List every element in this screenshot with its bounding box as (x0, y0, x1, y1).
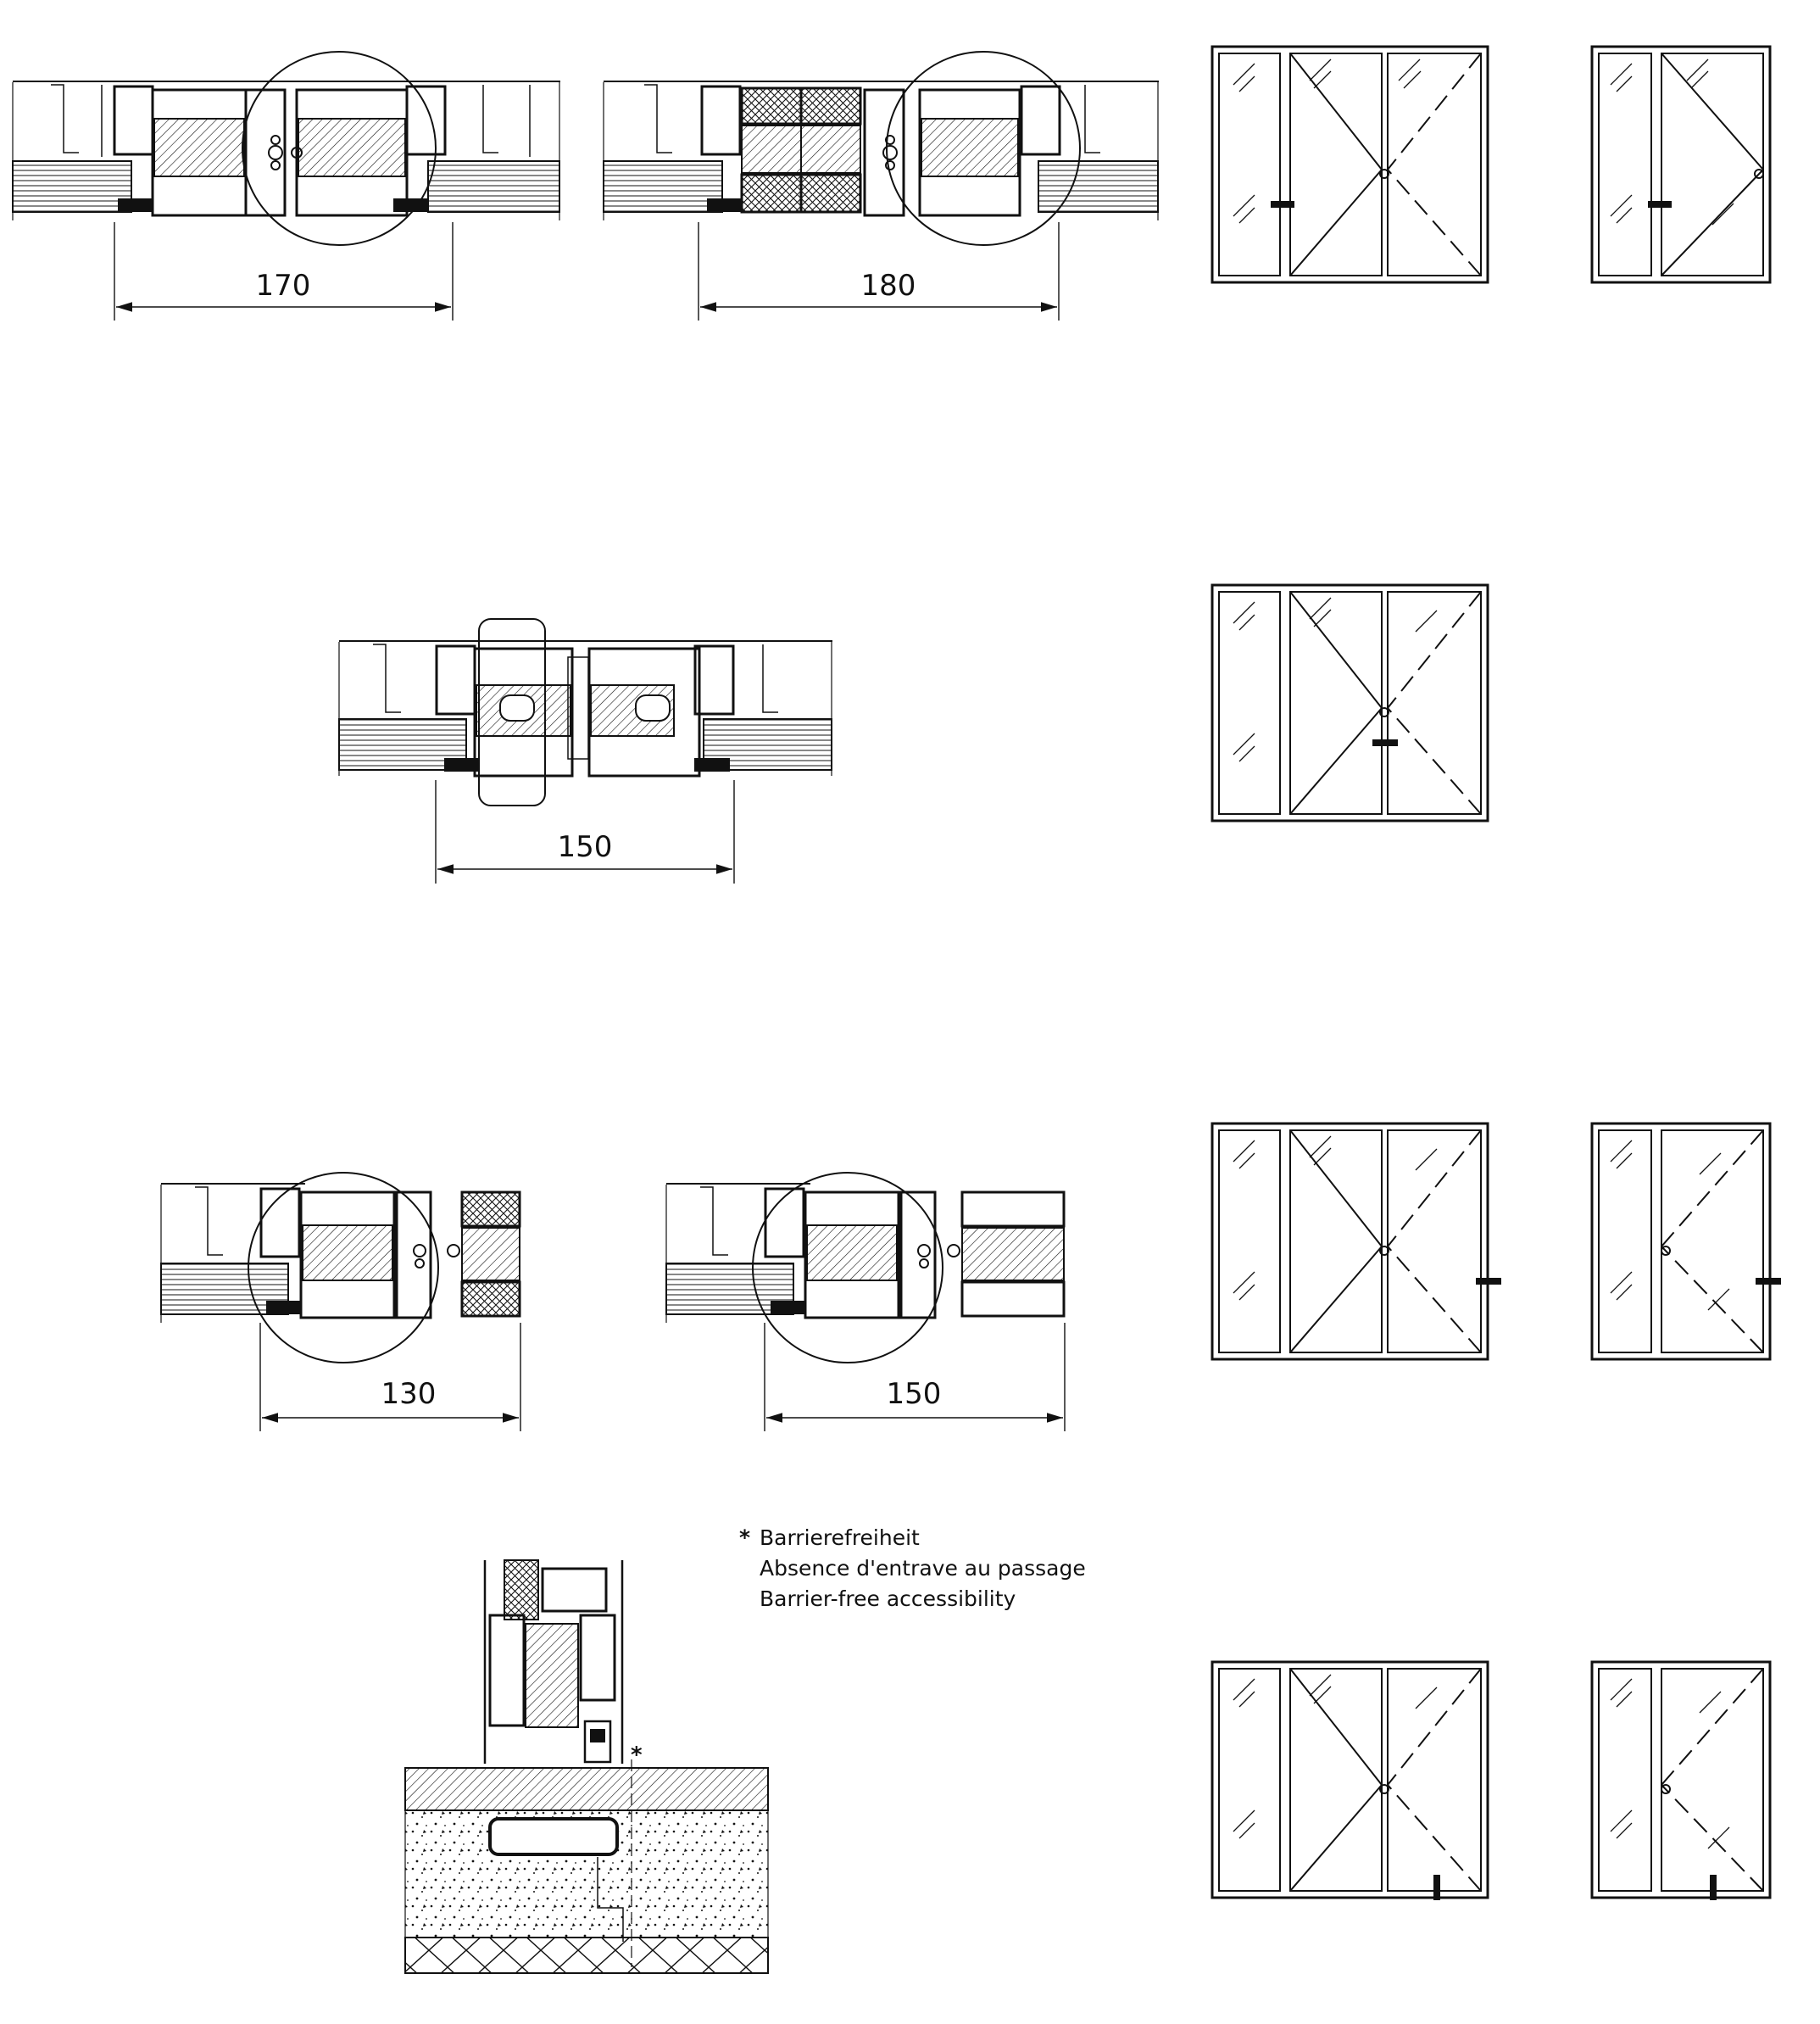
dimension-top-middle (699, 222, 1059, 321)
dimension-middle (436, 780, 734, 884)
dimension-label-130: 130 (381, 1377, 437, 1411)
elevation-two-panel-row1 (1592, 47, 1770, 282)
threshold-section-detail (405, 1560, 768, 1973)
section-detail-lower-left (161, 1173, 520, 1363)
dimension-label-180: 180 (860, 269, 916, 303)
elevation-three-panel-row1 (1212, 47, 1488, 282)
note-line-german: Barrierefreiheit (760, 1525, 920, 1550)
barrier-free-note (739, 1523, 1086, 1614)
dimension-label-150-middle: 150 (557, 830, 613, 864)
elevation-two-panel-row4 (1592, 1662, 1770, 1899)
section-detail-lower-right (666, 1173, 1064, 1363)
dimension-label-150-lower: 150 (886, 1377, 942, 1411)
elevation-two-panel-row3 (1592, 1124, 1780, 1359)
dimension-lower-right (765, 1323, 1065, 1431)
note-line-french: Absence d'entrave au passage (760, 1556, 1086, 1581)
dimension-top-left (114, 222, 453, 321)
dimension-lower-left (260, 1323, 520, 1431)
note-line-english: Barrier-free accessibility (760, 1586, 1016, 1611)
note-asterisk: * (739, 1525, 751, 1550)
elevation-three-panel-row3 (1212, 1124, 1500, 1359)
dimension-label-170: 170 (255, 269, 311, 303)
section-detail-middle (339, 619, 832, 806)
section-detail-top-left (13, 52, 560, 245)
elevation-three-panel-row4 (1212, 1662, 1488, 1899)
elevation-three-panel-row2 (1212, 585, 1488, 821)
threshold-asterisk: * (631, 1742, 643, 1768)
section-detail-top-middle (604, 52, 1159, 245)
